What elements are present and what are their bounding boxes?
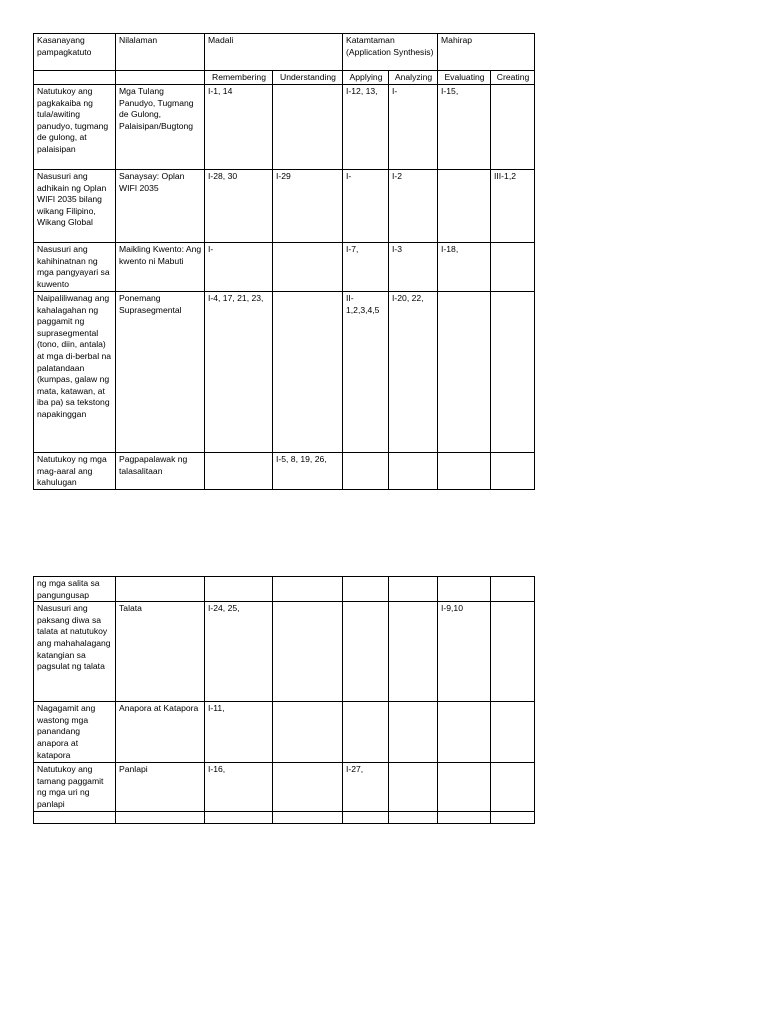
cell-nilalaman bbox=[116, 577, 205, 602]
cell-understanding bbox=[273, 812, 343, 824]
cell-analyzing: I-20, 22, bbox=[389, 292, 438, 453]
cell-nilalaman: Anapora at Katapora bbox=[116, 702, 205, 763]
subheader-evaluating: Evaluating bbox=[438, 71, 491, 85]
table-row bbox=[34, 453, 535, 490]
table-row bbox=[34, 577, 535, 602]
subheader-analyzing: Analyzing bbox=[389, 71, 438, 85]
cell-creating bbox=[491, 292, 535, 453]
cell-understanding: I-5, 8, 19, 26, bbox=[273, 453, 343, 490]
cell-remembering: I-1, 14 bbox=[205, 85, 273, 170]
cell-remembering: I-28, 30 bbox=[205, 170, 273, 243]
cell-applying: II-1,2,3,4,5 bbox=[343, 292, 389, 453]
subheader-creating: Creating bbox=[491, 71, 535, 85]
table-row bbox=[34, 812, 535, 824]
table-row bbox=[34, 702, 535, 763]
cell-applying bbox=[343, 453, 389, 490]
cell-evaluating: I-9,10 bbox=[438, 602, 491, 702]
cell-analyzing bbox=[389, 602, 438, 702]
cell-analyzing: I- bbox=[389, 85, 438, 170]
cell-applying bbox=[343, 577, 389, 602]
cell-evaluating bbox=[438, 812, 491, 824]
table-row bbox=[34, 292, 535, 453]
cell-evaluating bbox=[438, 170, 491, 243]
cell-applying: I- bbox=[343, 170, 389, 243]
table-row bbox=[34, 602, 535, 702]
cell-remembering bbox=[205, 577, 273, 602]
cell-nilalaman: Ponemang Suprasegmental bbox=[116, 292, 205, 453]
cell-nilalaman: Sanaysay: Oplan WIFI 2035 bbox=[116, 170, 205, 243]
cell-remembering: I-4, 17, 21, 23, bbox=[205, 292, 273, 453]
cell-analyzing bbox=[389, 763, 438, 812]
subheader-understanding: Understanding bbox=[273, 71, 343, 85]
cell-nilalaman bbox=[116, 812, 205, 824]
cell-understanding bbox=[273, 577, 343, 602]
subheader-applying: Applying bbox=[343, 71, 389, 85]
cell-creating bbox=[491, 702, 535, 763]
cell-analyzing bbox=[389, 702, 438, 763]
cell-evaluating bbox=[438, 702, 491, 763]
cell-nilalaman: Talata bbox=[116, 602, 205, 702]
cell-applying bbox=[343, 702, 389, 763]
table-row bbox=[34, 243, 535, 292]
cell-applying: I-7, bbox=[343, 243, 389, 292]
cell-remembering: I-11, bbox=[205, 702, 273, 763]
cell-applying: I-12, 13, bbox=[343, 85, 389, 170]
cell-remembering: I-24, 25, bbox=[205, 602, 273, 702]
cell-creating: III-1,2 bbox=[491, 170, 535, 243]
cell-understanding bbox=[273, 602, 343, 702]
cell-applying: I-27, bbox=[343, 763, 389, 812]
cell-understanding: I-29 bbox=[273, 170, 343, 243]
cell-creating bbox=[491, 85, 535, 170]
cell-evaluating bbox=[438, 763, 491, 812]
cell-understanding bbox=[273, 763, 343, 812]
cell-kasanayan bbox=[34, 812, 116, 824]
cell-remembering bbox=[205, 453, 273, 490]
subheader-blank bbox=[34, 71, 116, 85]
cell-kasanayan: Natutukoy ng mga mag-aaral ang kahulugan bbox=[34, 453, 116, 490]
cell-evaluating: I-15, bbox=[438, 85, 491, 170]
table-row bbox=[34, 763, 535, 812]
cell-analyzing bbox=[389, 812, 438, 824]
cell-analyzing bbox=[389, 453, 438, 490]
header-row bbox=[34, 34, 535, 71]
cell-analyzing bbox=[389, 577, 438, 602]
cell-remembering: I-16, bbox=[205, 763, 273, 812]
cell-kasanayan: Natutukoy ang pagkakaiba ng tula/awiting panudyo, tugmang de gulong, at palaisipan bbox=[34, 85, 116, 170]
cell-nilalaman: Pagpapalawak ng talasalitaan bbox=[116, 453, 205, 490]
cell-remembering bbox=[205, 812, 273, 824]
cell-creating bbox=[491, 602, 535, 702]
cell-creating bbox=[491, 812, 535, 824]
header-nilalaman: Nilalaman bbox=[116, 34, 205, 71]
cell-evaluating bbox=[438, 577, 491, 602]
cell-evaluating: I-18, bbox=[438, 243, 491, 292]
cell-understanding bbox=[273, 85, 343, 170]
cell-understanding bbox=[273, 243, 343, 292]
header-madali: Madali bbox=[205, 34, 343, 71]
cell-applying bbox=[343, 812, 389, 824]
header-mahirap: Mahirap bbox=[438, 34, 535, 71]
cell-creating bbox=[491, 763, 535, 812]
cell-creating bbox=[491, 453, 535, 490]
cell-remembering: I- bbox=[205, 243, 273, 292]
cell-kasanayan: Nasusuri ang kahihinatnan ng mga pangyayari sa kuwento bbox=[34, 243, 116, 292]
table-of-specifications-part-2 bbox=[33, 576, 535, 824]
cell-nilalaman: Maikling Kwento: Ang kwento ni Mabuti bbox=[116, 243, 205, 292]
cell-understanding bbox=[273, 702, 343, 763]
table-row bbox=[34, 85, 535, 170]
cell-applying bbox=[343, 602, 389, 702]
cell-kasanayan: Nasusuri ang adhikain ng Oplan WIFI 2035 bilang wikang Filipino, Wikang Global bbox=[34, 170, 116, 243]
cell-kasanayan: Natutukoy ang tamang paggamit ng mga uri ng panlapi bbox=[34, 763, 116, 812]
cell-kasanayan: Naipaliliwanag ang kahalagahan ng paggamit ng suprasegmental (tono, diin, antala) at mga di-berbal na palatandaan (kumpas, galaw ng mata, katawan, at iba pa) sa tekstong napakinggan bbox=[34, 292, 116, 453]
subheader-row bbox=[34, 71, 535, 85]
cell-creating bbox=[491, 577, 535, 602]
subheader-blank bbox=[116, 71, 205, 85]
cell-evaluating bbox=[438, 453, 491, 490]
cell-evaluating bbox=[438, 292, 491, 453]
subheader-remembering: Remembering bbox=[205, 71, 273, 85]
table-of-specifications-part-1 bbox=[33, 33, 535, 490]
cell-kasanayan: Nasusuri ang paksang diwa sa talata at natutukoy ang mahahalagang katangian sa pagsulat ng talata bbox=[34, 602, 116, 702]
header-kasanayan: Kasanayang pampagkatuto bbox=[34, 34, 116, 71]
header-katamtaman: Katamtaman (Application Synthesis) bbox=[343, 34, 438, 71]
cell-kasanayan: ng mga salita sa pangungusap bbox=[34, 577, 116, 602]
cell-kasanayan: Nagagamit ang wastong mga panandang anapora at katapora bbox=[34, 702, 116, 763]
cell-nilalaman: Panlapi bbox=[116, 763, 205, 812]
cell-creating bbox=[491, 243, 535, 292]
table-row bbox=[34, 170, 535, 243]
cell-nilalaman: Mga Tulang Panudyo, Tugmang de Gulong, Palaisipan/Bugtong bbox=[116, 85, 205, 170]
cell-analyzing: I-2 bbox=[389, 170, 438, 243]
cell-analyzing: I-3 bbox=[389, 243, 438, 292]
cell-understanding bbox=[273, 292, 343, 453]
